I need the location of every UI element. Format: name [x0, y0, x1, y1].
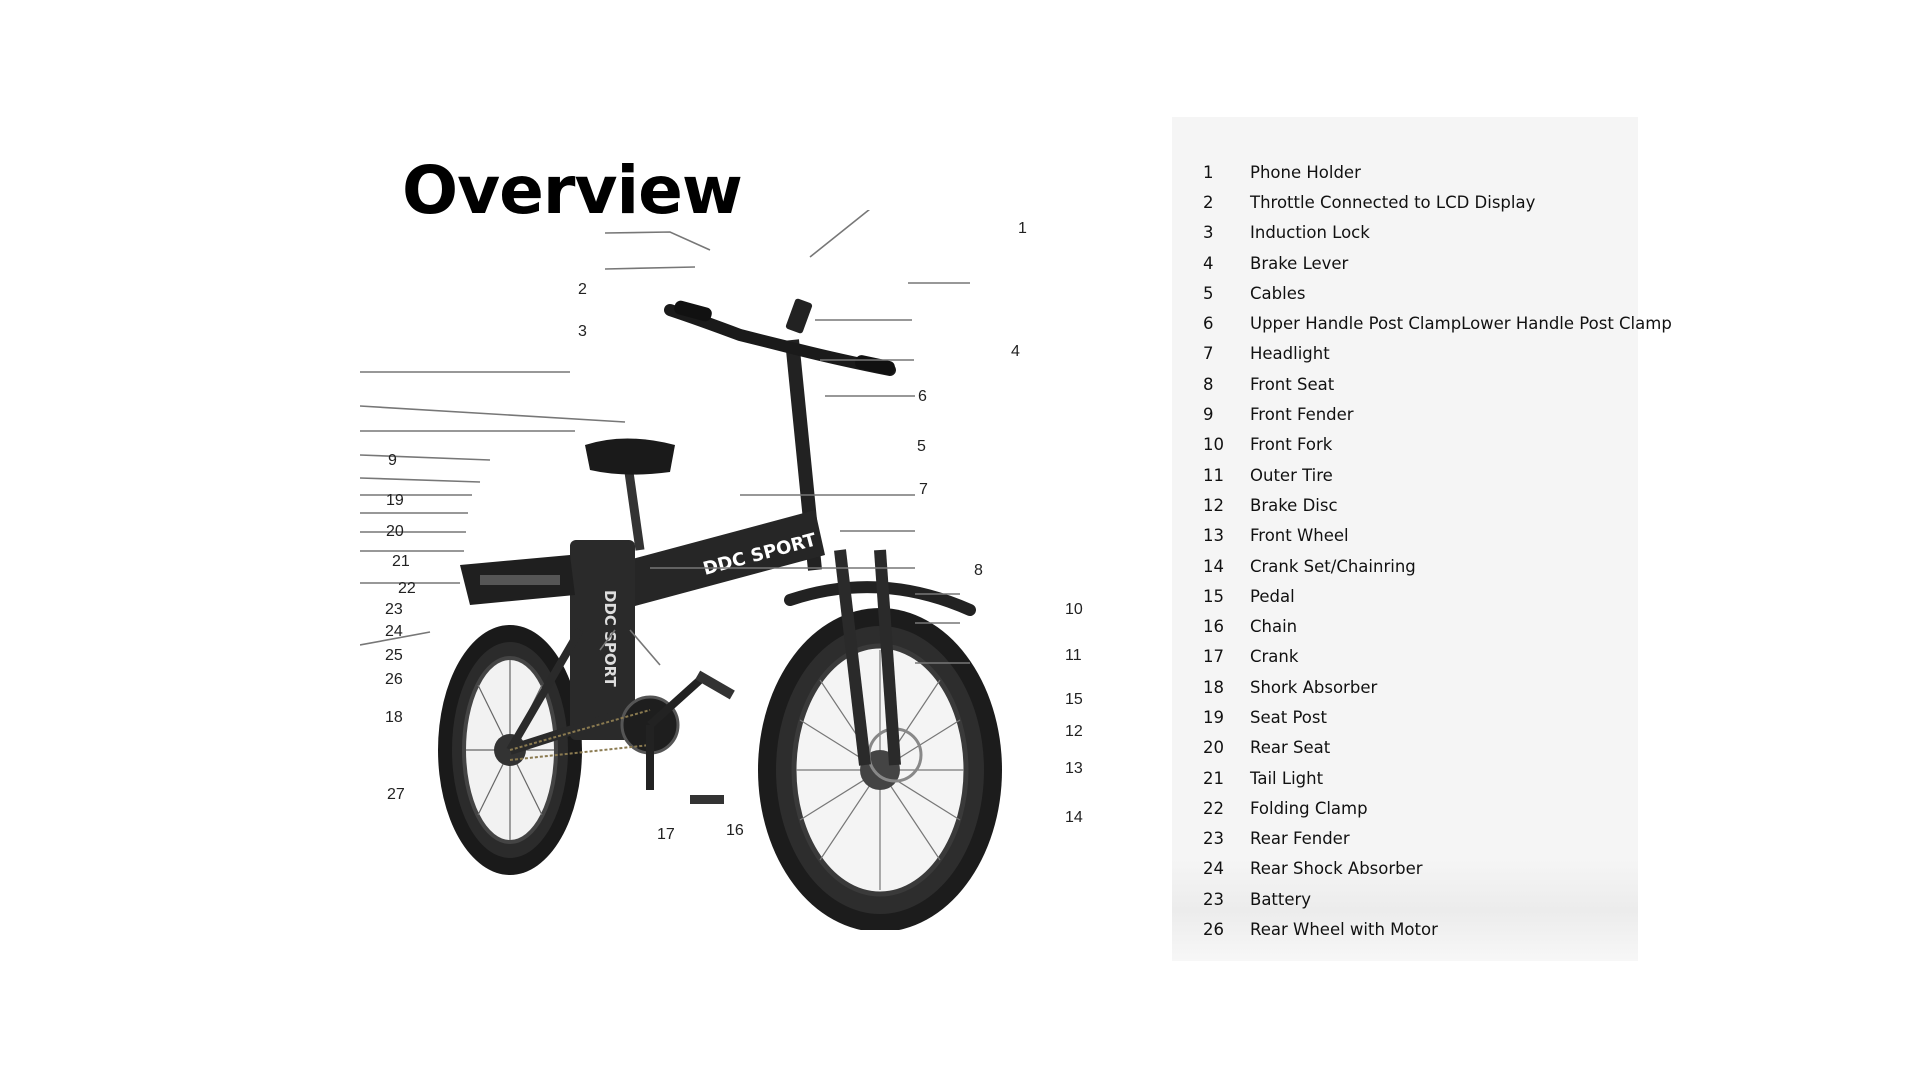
legend-item [1203, 793, 1672, 823]
legend-label: Rear Fender [1250, 829, 1350, 849]
legend-number: 1 [1203, 162, 1214, 182]
callout-2: 2 [578, 281, 587, 298]
page-title: Overview [402, 152, 742, 229]
callout-4: 4 [1011, 343, 1020, 360]
legend-number: 13 [1203, 526, 1224, 546]
callout-27: 27 [387, 786, 405, 803]
legend-label: Battery [1250, 889, 1312, 909]
legend-item [1203, 369, 1672, 399]
battery-brand-text: DDC SPORT [601, 590, 619, 687]
callout-26: 26 [385, 671, 403, 688]
legend-item [1203, 460, 1672, 490]
legend-label: Brake Disc [1250, 495, 1338, 515]
legend-number: 8 [1203, 374, 1214, 394]
legend-item [1203, 672, 1672, 702]
legend-label: Outer Tire [1250, 465, 1333, 485]
legend-number: 7 [1203, 344, 1214, 364]
callout-5: 5 [917, 438, 926, 455]
legend-label: Brake Lever [1250, 253, 1349, 273]
legend-item [1203, 521, 1672, 551]
legend-label: Phone Holder [1250, 162, 1361, 182]
callout-23: 23 [385, 601, 403, 618]
legend-number: 2 [1203, 192, 1214, 212]
callout-22: 22 [398, 580, 416, 597]
legend-number: 22 [1203, 798, 1224, 818]
legend-list [1203, 157, 1672, 945]
legend-number: 4 [1203, 253, 1214, 273]
legend-number: 15 [1203, 586, 1224, 606]
callout-20: 20 [386, 523, 404, 540]
legend-item [1203, 702, 1672, 732]
legend-label: Rear Shock Absorber [1250, 859, 1423, 879]
legend-label: Rear Wheel with Motor [1250, 920, 1438, 940]
legend-label: Upper Handle Post ClampLower Handle Post Clamp [1250, 314, 1672, 334]
legend-label: Shork Absorber [1250, 677, 1378, 697]
legend-number: 20 [1203, 738, 1224, 758]
legend-number: 12 [1203, 495, 1224, 515]
legend-item [1203, 642, 1672, 672]
legend-item [1203, 399, 1672, 429]
callout-7: 7 [919, 481, 928, 498]
callout-16: 16 [726, 822, 744, 839]
legend-item [1203, 854, 1672, 884]
legend-label: Cables [1250, 283, 1306, 303]
callout-21: 21 [392, 553, 410, 570]
legend-number: 21 [1203, 768, 1224, 788]
legend-label: Seat Post [1250, 707, 1327, 727]
legend-item [1203, 430, 1672, 460]
legend-number: 17 [1203, 647, 1224, 667]
callout-8: 8 [974, 562, 983, 579]
callout-14: 14 [1065, 809, 1083, 826]
legend-label: Headlight [1250, 344, 1330, 364]
frame-brand-text: DDC SPORT [700, 529, 819, 580]
legend-number: 6 [1203, 314, 1214, 334]
legend-number: 3 [1203, 223, 1214, 243]
legend-item [1203, 218, 1672, 248]
legend-label: Folding Clamp [1250, 798, 1368, 818]
legend-item [1203, 824, 1672, 854]
legend-item [1203, 763, 1672, 793]
legend-label: Crank [1250, 647, 1299, 667]
legend-item [1203, 490, 1672, 520]
callout-13: 13 [1065, 760, 1083, 777]
legend-number: 16 [1203, 617, 1224, 637]
legend-number: 9 [1203, 405, 1214, 425]
callout-25: 25 [385, 647, 403, 664]
callout-18: 18 [385, 709, 403, 726]
legend-number: 10 [1203, 435, 1224, 455]
legend-number: 24 [1203, 859, 1224, 879]
legend-label: Induction Lock [1250, 223, 1370, 243]
legend-item [1203, 884, 1672, 914]
callout-6: 6 [918, 388, 927, 405]
legend-item [1203, 914, 1672, 944]
legend-number: 5 [1203, 283, 1214, 303]
callout-10: 10 [1065, 601, 1083, 618]
legend-number: 23 [1203, 889, 1224, 909]
callout-3: 3 [578, 323, 587, 340]
legend-item [1203, 339, 1672, 369]
legend-label: Front Fork [1250, 435, 1333, 455]
callout-1: 1 [1018, 220, 1027, 237]
legend-label: Chain [1250, 617, 1298, 637]
callout-12: 12 [1065, 723, 1083, 740]
legend-item [1203, 248, 1672, 278]
callout-15: 15 [1065, 691, 1083, 708]
legend-number: 14 [1203, 556, 1224, 576]
legend-item [1203, 308, 1672, 338]
legend-label: Crank Set/Chainring [1250, 556, 1416, 576]
legend-item [1203, 187, 1672, 217]
legend-item [1203, 551, 1672, 581]
legend-number: 26 [1203, 920, 1224, 940]
legend-item [1203, 611, 1672, 641]
callout-9: 9 [388, 452, 397, 469]
legend-label: Throttle Connected to LCD Display [1250, 192, 1536, 212]
legend-number: 23 [1203, 829, 1224, 849]
legend-item [1203, 733, 1672, 763]
callout-24: 24 [385, 623, 403, 640]
legend-item [1203, 157, 1672, 187]
legend-label: Rear Seat [1250, 738, 1331, 758]
legend-item [1203, 278, 1672, 308]
callout-19: 19 [386, 492, 404, 509]
legend-number: 19 [1203, 707, 1224, 727]
legend-label: Front Fender [1250, 405, 1354, 425]
legend-number: 18 [1203, 677, 1224, 697]
legend-label: Pedal [1250, 586, 1295, 606]
legend-number: 11 [1203, 465, 1224, 485]
legend-label: Front Wheel [1250, 526, 1349, 546]
legend-item [1203, 581, 1672, 611]
legend-label: Front Seat [1250, 374, 1335, 394]
callout-17: 17 [657, 826, 675, 843]
legend-label: Tail Light [1250, 768, 1324, 788]
callout-11: 11 [1065, 647, 1082, 664]
